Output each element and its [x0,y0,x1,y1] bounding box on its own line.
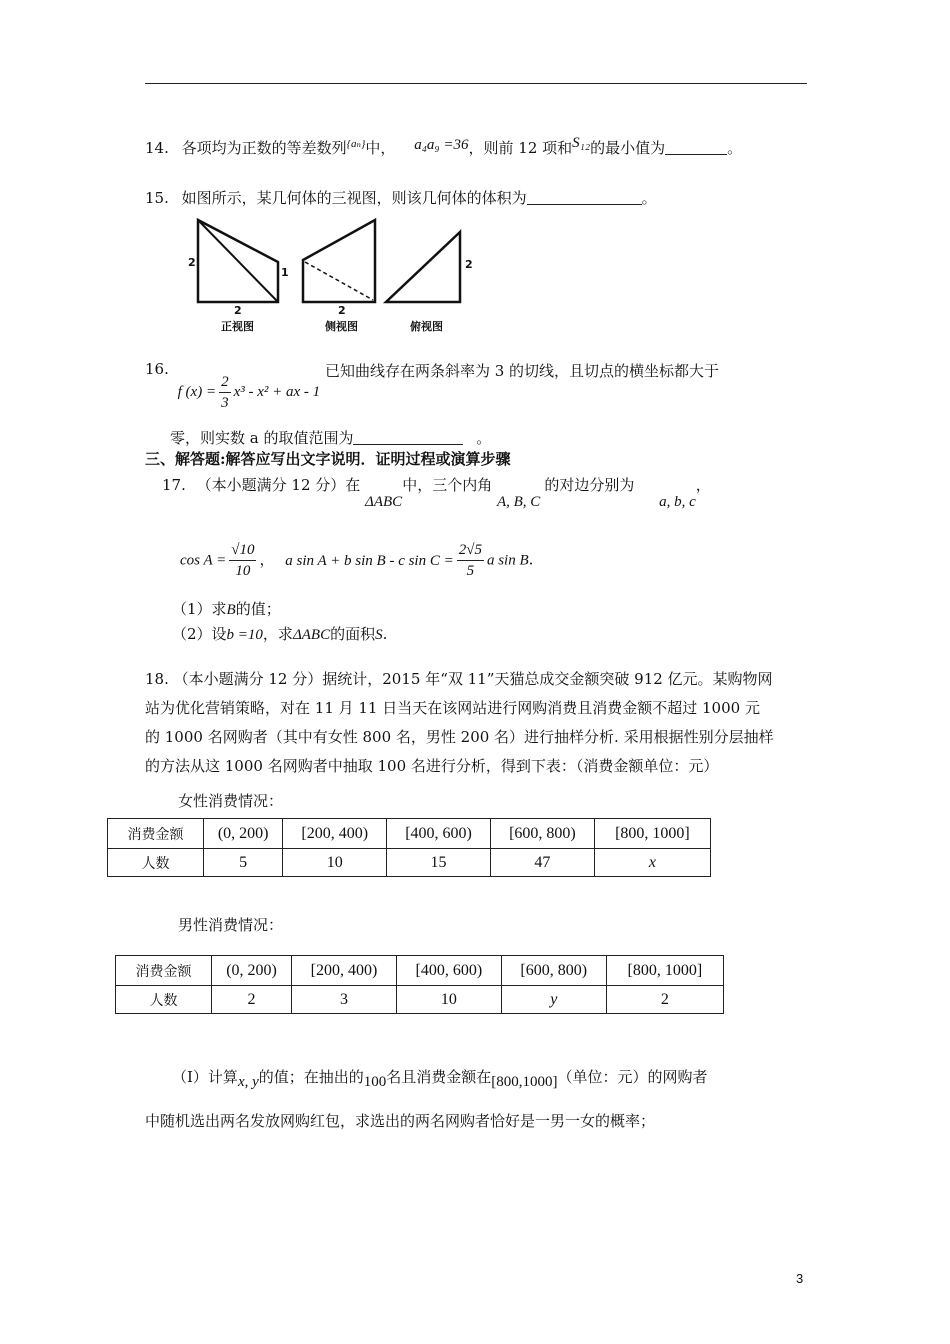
table-cell: [400, 600) [387,819,491,849]
side-view-caption: 侧视图 [325,320,358,333]
q14-answer-blank [665,140,727,155]
front-view-caption: 正视图 [221,320,254,333]
question-17-equations [180,540,533,581]
q17-period: . [528,550,534,569]
table-row [108,849,711,877]
q17-eq-fraction [457,540,484,581]
q17-part-2-prefix: （2）设 [172,625,227,643]
table-cell: 3 [292,986,397,1014]
q17-text-4: ， [695,476,711,494]
q18-part-1-vars: x, y [237,1074,259,1090]
front-view-bottom-label: 2 [234,304,242,317]
q16-text-2: 零，则实数 a 的取值范围为 [170,429,354,447]
q16-function-rhs: x³ - x² + ax - 1 [233,384,321,400]
table-cell: [200, 400) [292,956,397,986]
top-view-right-label: 2 [465,258,473,271]
q17-text-1: （本小题满分 12 分）在 [196,476,361,494]
female-table-title: 女性消费情况： [178,792,284,810]
q16-fraction-numerator: 2 [219,372,231,393]
q17-part-1-suffix: 的值； [235,600,281,618]
q17-angles: A, B, C [496,494,541,510]
q18-part-1-sample: 100 [363,1074,387,1090]
q16-answer-blank [353,430,463,445]
q18-part-1-prefix: （Ⅰ）计算 [172,1068,238,1086]
header-rule [145,83,807,84]
q17-eq-lhs: a sin A + b sin B - c sin C = [285,552,454,569]
q17-eq-numerator: 2√5 [457,540,484,561]
table-cell: 2 [212,986,292,1014]
page-number: 3 [796,1271,804,1286]
q17-cos-numerator: √10 [229,540,256,561]
table-cell: [800, 1000] [594,819,710,849]
q17-part-2-triangle: ΔABC [292,627,331,643]
q17-eq-rhs: a sin B [486,552,529,569]
table-row [108,819,711,849]
male-table-title: 男性消费情况： [178,916,284,934]
question-15 [145,187,657,208]
side-view-bottom-label: 2 [338,304,346,317]
front-view-right-label: 1 [281,266,289,279]
q14-number: 14. [145,139,169,157]
q14-text-1: 各项均为正数的等差数列 [181,139,347,157]
male-consumption-table [115,955,724,1014]
q17-text-3: 的对边分别为 [544,476,635,494]
q18-line-1: 18. （本小题满分 12 分）据统计，2015 年“双 11”天猫总成交金额突破 912 亿元。某购物网 [145,670,773,688]
table-header-count: 人数 [108,849,204,877]
q17-triangle: ΔABC [365,494,403,510]
q18-line-3: 的 1000 名网购者（其中有女性 800 名，男性 200 名）进行抽样分析. 采用根据性别分层抽样 [145,728,774,746]
q15-end: 。 [641,189,657,207]
q17-text-2: 中，三个内角 [402,476,493,494]
q16-fraction [219,372,231,413]
table-cell: [600, 800) [501,956,606,986]
table-cell: 47 [490,849,594,877]
front-view-left-label: 2 [188,256,196,269]
q16-text-1: 已知曲线存在两条斜率为 3 的切线，且切点的横坐标都大于 [324,362,720,380]
table-cell: x [594,849,710,877]
q18-part-1-line-2: 中随机选出两名发放网购红包，求选出的两名网购者恰好是一男一女的概率； [145,1112,656,1130]
table-cell: 5 [204,849,283,877]
front-view-diagonal [198,220,278,302]
table-cell: 10 [283,849,387,877]
top-view [386,232,460,302]
q17-number: 17. [162,476,186,494]
q17-part-2-given: b =10 [226,627,263,643]
table-cell: (0, 200) [212,956,292,986]
side-view [303,220,375,302]
female-consumption-table [107,818,711,877]
q18-part-1 [172,1066,708,1091]
q17-part-2 [172,623,387,644]
table-cell: 2 [606,986,723,1014]
table-row [116,956,724,986]
q14-text-4: 的最小值为 [590,139,666,157]
q17-part-2-text: ，求 [262,625,293,643]
q17-part-1 [172,598,281,619]
q14-sum: S₁₂ [572,135,591,151]
table-cell: (0, 200) [204,819,283,849]
question-16-cont [170,427,491,448]
q17-cos-denominator: 10 [235,563,251,579]
q16-fraction-denominator: 3 [221,394,229,411]
q17-comma: ， [259,550,275,569]
top-view-outline [386,232,460,302]
q17-part-2-text-2: 的面积 [330,625,376,643]
q18-part-1-text-3: （单位：元）的网购者 [557,1068,708,1086]
q14-sequence: {aₙ} [346,138,366,150]
q14-text-3: ，则前 12 项和 [468,139,573,157]
q18-part-1-interval: [800,1000] [491,1074,558,1090]
question-16 [145,360,719,413]
q16-function-lhs: f (x) = [177,384,217,400]
table-header-amount: 消费金额 [116,956,212,986]
table-header-amount: 消费金额 [108,819,204,849]
side-view-outline [303,220,375,302]
q14-text-2: 中， [365,139,396,157]
question-17 [162,474,711,511]
table-cell: [600, 800) [490,819,594,849]
q18-part-1-text-2: 名且消费金额在 [386,1068,492,1086]
q18-part-1-text: 的值；在抽出的 [258,1068,364,1086]
table-row [116,986,724,1014]
side-view-hidden-edge [305,262,373,300]
q17-cos-fraction [229,540,256,581]
top-view-caption: 俯视图 [410,320,443,333]
table-header-count: 人数 [116,986,212,1014]
q17-cos-lhs: cos A = [180,552,227,569]
q17-sides: a, b, c [659,494,696,510]
table-cell: 10 [396,986,501,1014]
q15-text: 如图所示，某几何体的三视图，则该几何体的体积为 [181,189,527,207]
q14-text-5: 。 [727,139,743,157]
q15-number: 15. [145,189,169,207]
table-cell: y [501,986,606,1014]
q16-end: 。 [476,429,492,447]
q18-line-4: 的方法从这 1000 名网购者中抽取 100 名进行分析，得到下表：（消费金额单位：元） [145,757,719,775]
q17-part-2-period: . [382,625,388,643]
q17-part-1-prefix: （1）求 [172,600,227,618]
table-cell: [400, 600) [396,956,501,986]
q14-equation: a₄a₉ =36 [414,137,469,153]
table-cell: [800, 1000] [606,956,723,986]
q17-part-1-var: B [226,602,236,618]
q17-eq-denominator: 5 [466,563,475,579]
table-cell: [200, 400) [283,819,387,849]
table-cell: 15 [387,849,491,877]
question-14 [145,135,742,158]
front-view [198,220,278,302]
q17-part-2-area: S [375,627,383,643]
q15-answer-blank [527,190,642,205]
section-3-heading: 三、解答题:解答应写出文字说明．证明过程或演算步骤 [145,450,511,468]
q18-line-2: 站为优化营销策略，对在 11 月 11 日当天在该网站进行网购消费且消费金额不超过 1000 元 [145,699,760,717]
q16-number: 16. [145,360,169,378]
